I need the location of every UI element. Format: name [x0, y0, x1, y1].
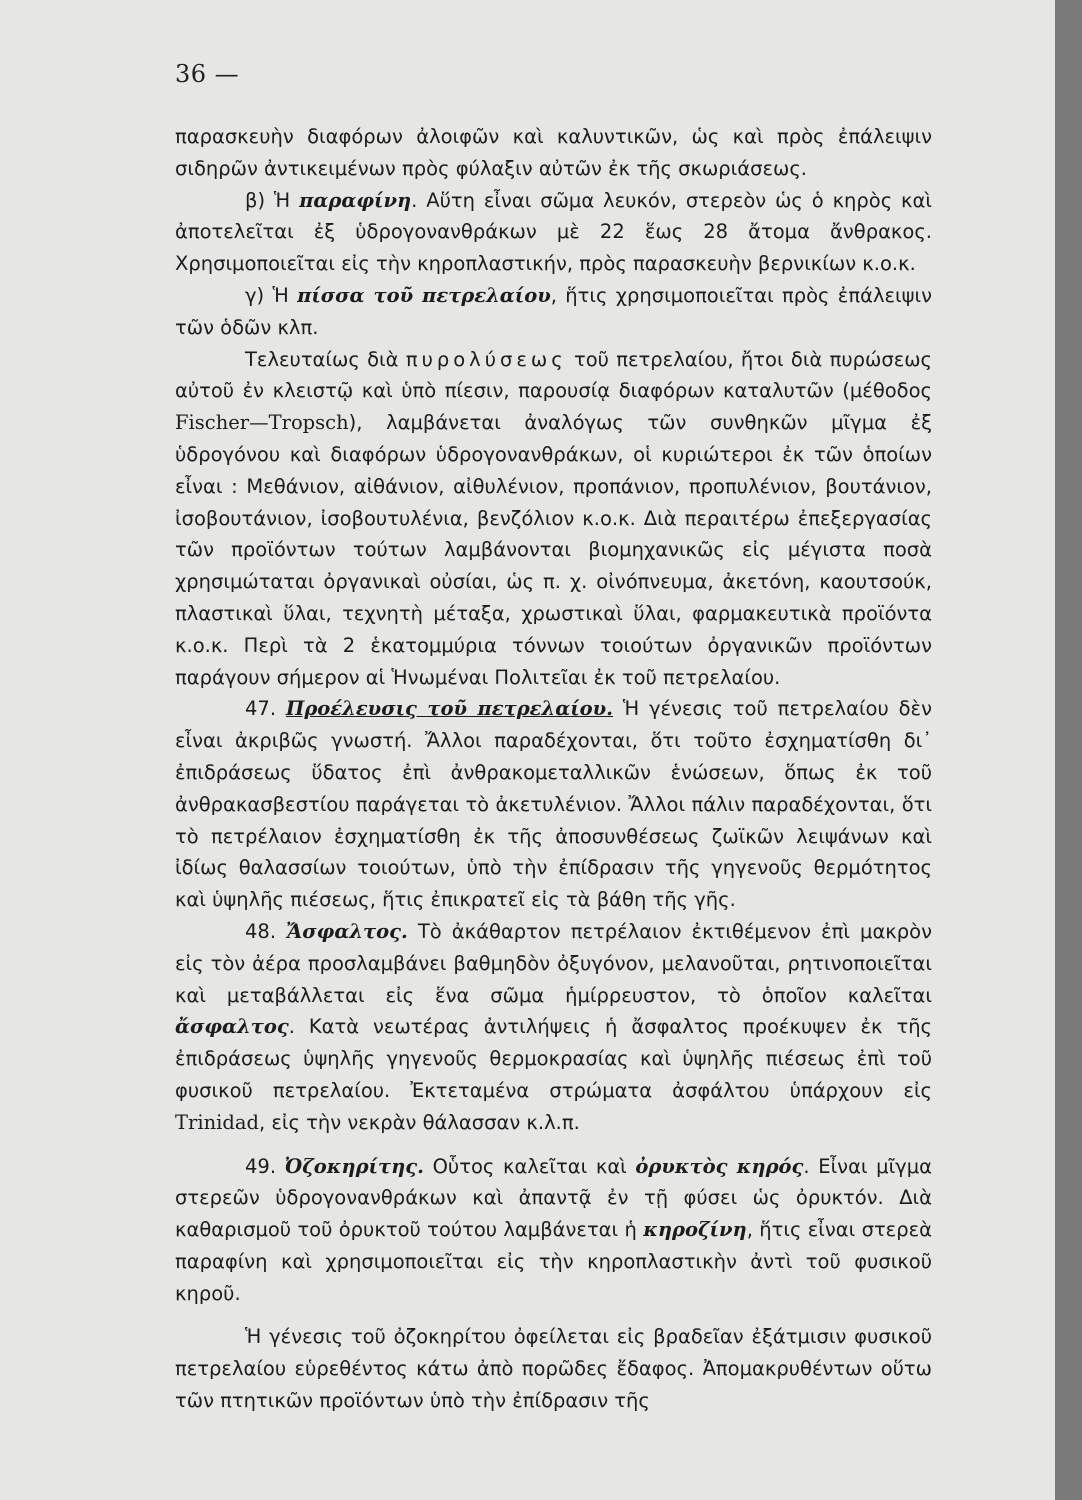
term-pyrolysis: πυρολύσεως — [405, 347, 567, 371]
section-heading: Ἄσφαλτος. — [286, 919, 408, 943]
page-edge-shadow — [1055, 0, 1082, 1500]
section-49: 49. Ὀζοκηρίτης. Οὗτος καλεῖται καὶ ὀρυκτὸς κηρός. Εἶναι μῖγμα στερεῶν ὑδρογονανθράκων καὶ ἀπαντᾷ ἐν τῇ φύσει ὡς ὀρυκτόν. Διὰ καθαρισμοῦ τοῦ ὀρυκτοῦ τούτου λαμβάνεται ἡ κηροζίνη, ἥτις εἶναι στερεὰ παραφίνη καὶ χρησιμοποιεῖται εἰς τὴν κηροπλαστικὴν ἀντὶ τοῦ φυσικοῦ κηροῦ. — [175, 1154, 932, 1305]
section-heading: Ὀζοκηρίτης. — [284, 1154, 424, 1178]
method-name: Fischer—Tropsch — [175, 411, 349, 435]
section-number: 49. — [245, 1154, 285, 1178]
place-name: Trinidad — [175, 1110, 259, 1134]
section-48: 48. Ἄσφαλτος. Τὸ ἀκάθαρτον πετρέλαιον ἐκτιθέμενον ἐπὶ μακρὸν εἰς τὸν ἀέρα προσλαμβάνει βαθμηδὸν ὀξυγόνον, μελανοῦται, ρητινοποιεῖται καὶ μεταβάλλεται εἰς ἕνα σῶμα ἡμίρρευστον, τὸ ὁποῖον καλεῖται ἄσφαλτος. Κατὰ νεωτέρας ἀντιλήψεις ἡ ἄσφαλτος προέκυψεν ἐκ τῆς ἐπιδράσεως ὑψηλῆς γηγενοῦς θερμοκρασίας καὶ ὑψηλῆς πιέσεως ἐπὶ τοῦ φυσικοῦ πετρελαίου. Ἐκτεταμένα στρώματα ἀσφάλτου ὑπάρχουν εἰς Trinidad, εἰς τὴν νεκρὰν θάλασσαν κ.λ.π. — [175, 919, 932, 1134]
page-number: 36 — — [175, 60, 240, 88]
body-text — [175, 121, 932, 1417]
paragraph-continuation: παρασκευὴν διαφόρων ἀλοιφῶν καὶ καλυντικῶν, ὡς καὶ πρὸς ἐπάλειψιν σιδηρῶν ἀντικειμένων πρὸς φύλαξιν αὐτῶν ἐκ τῆς σκωριάσεως. — [175, 125, 932, 180]
section-number: 48. — [245, 919, 287, 943]
term-mineral-wax: ὀρυκτὸς κηρός — [635, 1154, 804, 1178]
term-pitch: πίσσα τοῦ πετρελαίου — [297, 283, 551, 307]
section-47: 47. Προέλευσις τοῦ πετρελαίου. Ἡ γένεσις τοῦ πετρελαίου δὲν εἶναι ἀκριβῶς γνωστή. Ἄλλοι παραδέχονται, ὅτι τοῦτο ἐσχηματίσθη δι᾽ ἐπιδράσεως ὕδατος ἐπὶ ἀνθρακομεταλλικῶν ἑνώσεων, ὅπως ἐκ τοῦ ἀνθρακασβεστίου παράγεται τὸ ἀκετυλένιον. Ἄλλοι πάλιν παραδέχονται, ὅτι τὸ πετρέλαιον ἐσχηματίσθη ἐκ τῆς ἀποσυνθέσεως ζωϊκῶν λειψάνων καὶ ἰδίως θαλασσίων τοιούτων, ὑπὸ τὴν ἐπίδρασιν τῆς γηγενοῦς θερμότητος καὶ ὑψηλῆς πιέσεως, ἥτις ἐπικρατεῖ εἰς τὰ βάθη τῆς γῆς. — [175, 697, 932, 912]
section-number: 47. — [245, 697, 286, 721]
term-paraffin: παραφίνη — [299, 188, 412, 212]
term-asphalt: ἄσφαλτος — [175, 1015, 289, 1039]
section-heading: Προέλευσις τοῦ πετρελαίου. — [285, 697, 613, 721]
term-ceresin: κηροζίνη — [643, 1218, 747, 1242]
paragraph-pitch: γ) Ἡ πίσσα τοῦ πετρελαίου, ἥτις χρησιμοποιεῖται πρὸς ἐπάλειψιν τῶν ὁδῶν κλπ. — [175, 283, 932, 339]
paragraph-paraffin: β) Ἡ παραφίνη. Αὕτη εἶναι σῶμα λευκόν, στερεὸν ὡς ὁ κηρὸς καὶ ἀποτελεῖται ἐξ ὑδρογονανθράκων μὲ 22 ἕως 28 ἄτομα ἄνθρακος. Χρησιμοποιεῖται εἰς τὴν κηροπλαστικήν, πρὸς παρασκευὴν βερνικίων κ.ο.κ. — [175, 188, 932, 276]
paragraph-pyrolysis: Τελευταίως διὰ πυρολύσεως τοῦ πετρελαίου, ἤτοι διὰ πυρώσεως αὐτοῦ ἐν κλειστῷ καὶ ὑπὸ πίεσιν, παρουσίᾳ διαφόρων καταλυτῶν (μέθοδος Fischer—Tropsch), λαμβάνεται ἀναλόγως τῶν συνθηκῶν μῖγμα ἐξ ὑδρογόνου καὶ διαφόρων ὑδρογονανθράκων, οἱ κυριώτεροι ἐκ τῶν ὁποίων εἶναι : Μεθάνιον, αἰθάνιον, αἰθυλένιον, προπάνιον, προπυλένιον, βουτάνιον, ἰσοβουτάνιον, ἰσοβουτυλένια, βενζόλιον κ.ο.κ. Διὰ περαιτέρω ἐπεξεργασίας τῶν προϊόντων τούτων λαμβάνονται βιομηχανικῶς εἰς μέγιστα ποσὰ χρησιμώταται ὀργανικαὶ οὐσίαι, ὡς π. χ. οἰνόπνευμα, ἀκετόνη, καουτσούκ, πλαστικαὶ ὕλαι, τεχνητὴ μέταξα, χρωστικαὶ ὕλαι, φαρμακευτικὰ προϊόντα κ.ο.κ. Περὶ τὰ 2 ἑκατομμύρια τόννων τοιούτων ὀργανικῶν προϊόντων παράγουν σήμερον αἱ Ἡνωμέναι Πολιτεῖαι ἐκ τοῦ πετρελαίου. — [175, 347, 933, 689]
paragraph-ozokerite-origin: Ἡ γένεσις τοῦ ὀζοκηρίτου ὀφείλεται εἰς βραδεῖαν ἐξάτμισιν φυσικοῦ πετρελαίου εὑρεθέντος κάτω ἀπὸ πορῶδες ἔδαφος. Ἀπομακρυθέντων οὕτω τῶν πτητικῶν προϊόντων ὑπὸ τὴν ἐπίδρασιν τῆς — [175, 1325, 932, 1413]
